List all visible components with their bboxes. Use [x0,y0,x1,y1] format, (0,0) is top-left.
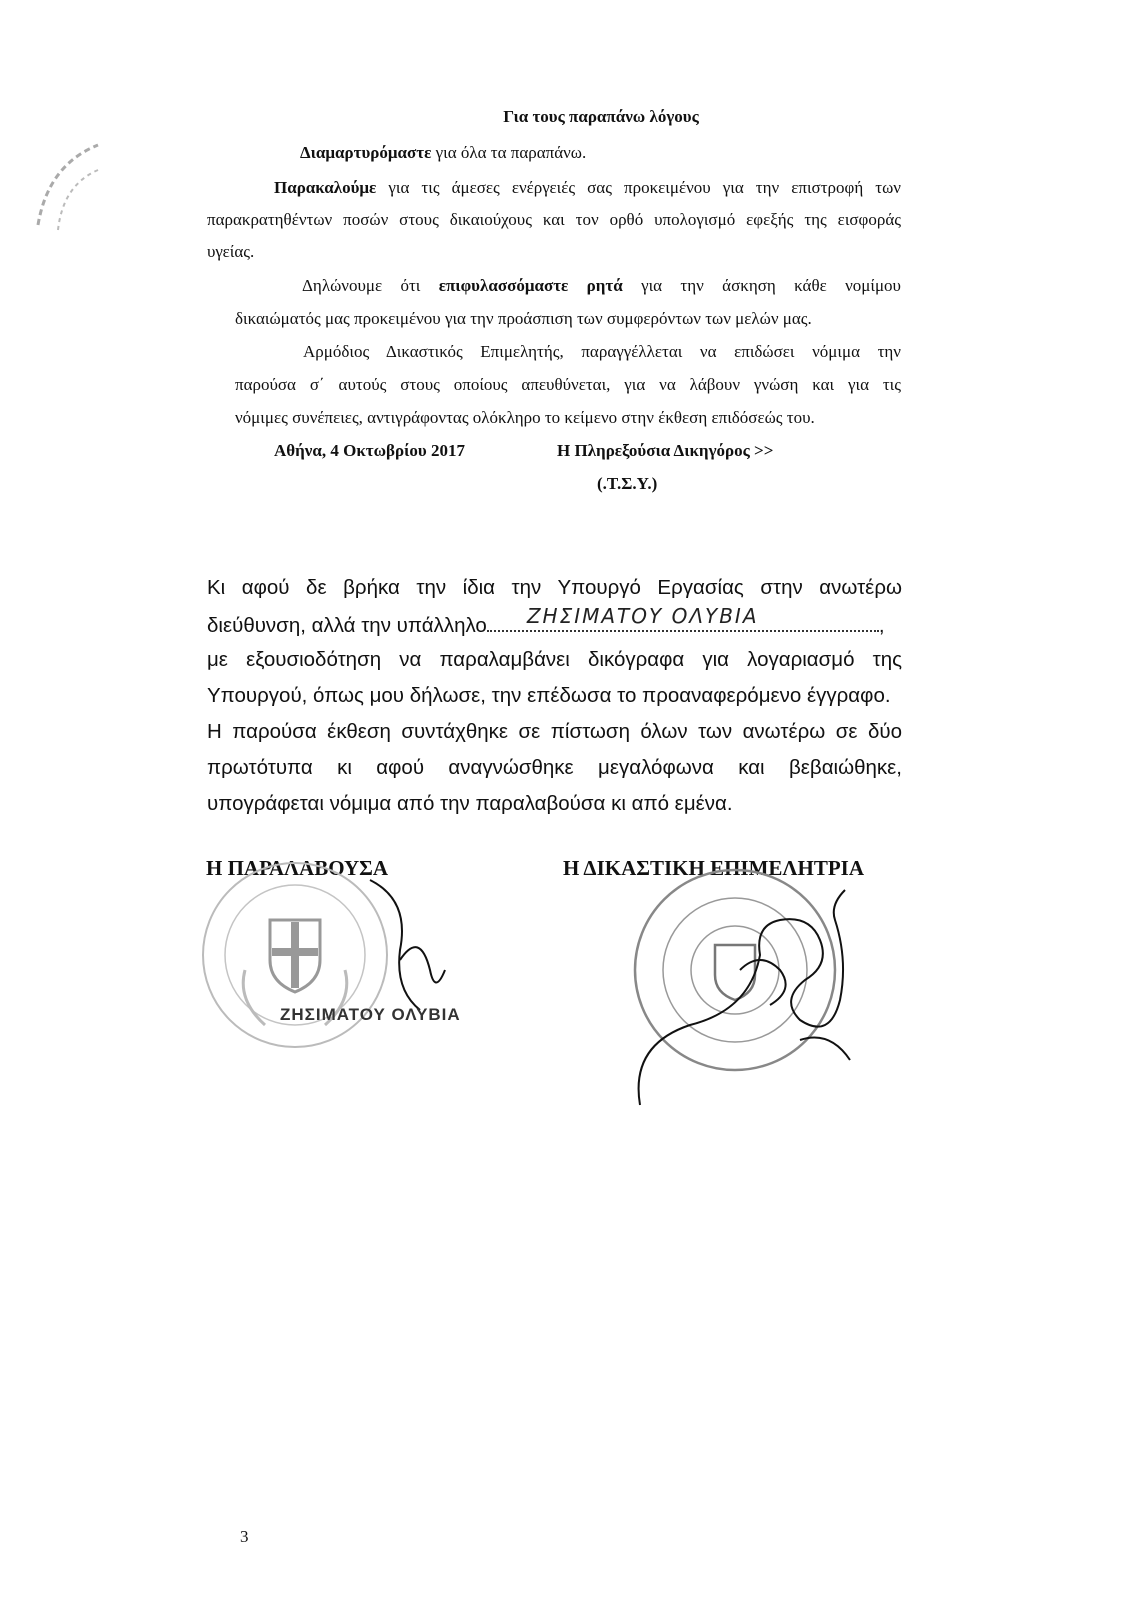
margin-stamp-fragment [28,135,108,245]
place-date: Αθήνα, 4 Οκτωβρίου 2017 [274,441,465,460]
bailiff-line-3: νόμιμες συνέπειες, αντιγράφοντας ολόκληρο το κείμενο στην έκθεση επιδόσεώς του. [235,408,815,427]
report-line-2: διεύθυνση, αλλά την υπάλληλο ΖΗΣΙΜΑΤΟΥ ΟΛΥΒΙΑ , [207,604,885,637]
report-line-1: Κι αφού δε βρήκα την ίδια την Υπουργό Εργασίας στην ανωτέρω [207,576,902,599]
request-line-1: Παρακαλούμε για τις άμεσες ενέργειές σας προκειμένου για την επιστροφή των [274,178,901,197]
attorney-signature-line: Η Πληρεξούσια Δικηγόρος >> [557,441,774,460]
recipient-signature [360,870,480,1020]
bailiff-title: Η ΔΙΚΑΣΤΙΚΗ ΕΠΙΜΕΛΗΤΡΙΑ [563,856,864,880]
report-line-7: υπογράφεται νόμιμα από την παραλαβούσα κι από εμένα. [207,792,733,815]
protest-sentence: Διαμαρτυρόμαστε για όλα τα παραπάνω. [300,143,587,162]
recipient-name-stamp: ΖΗΣΙΜΑΤΟΥ ΟΛΥΒΙΑ [280,1005,461,1024]
request-line-2: παρακρατηθέντων ποσών στους δικαιούχους και τον ορθό υπολογισμό εφεξής της εισφοράς [207,210,901,229]
request-line-3: υγείας. [207,242,255,261]
section-heading: Για τους παραπάνω λόγους [503,107,699,126]
recipient-title: Η ΠΑΡΑΛΑΒΟΥΣΑ [206,856,389,880]
bailiff-line-1: Αρμόδιος Δικαστικός Επιμελητής, παραγγέλλεται να επιδώσει νόμιμα την [303,342,901,361]
report-line-4: Υπουργού, όπως μου δήλωσε, την επέδωσα το προαναφερόμενο έγγραφο. [207,684,891,707]
declare-line-2: δικαιώματός μας προκειμένου για την προάσπιση των συμφερόντων των μελών μας. [235,309,812,328]
page-number: 3 [240,1527,249,1546]
dotted-leader [487,604,879,632]
attorney-organisation: (.Τ.Σ.Υ.) [597,474,658,493]
declare-line-1: Δηλώνουμε ότι επιφυλασσόμαστε ρητά για την άσκηση κάθε νομίμου [302,276,901,295]
report-line-5: Η παρούσα έκθεση συντάχθηκε σε πίστωση όλων των ανωτέρω σε δύο [207,720,902,743]
report-line-6: πρωτότυπα κι αφού αναγνώσθηκε μεγαλόφωνα και βεβαιώθηκε, [207,756,902,779]
handwritten-recipient-name: ΖΗΣΙΜΑΤΟΥ ΟΛΥΒΙΑ [526,604,759,628]
bailiff-line-2: παρούσα σ΄ αυτούς στους οποίους απευθύνεται, για να λάβουν γνώση και για τις [235,375,901,394]
report-line-3: με εξουσιοδότηση να παραλαμβάνει δικόγραφα για λογαριασμό της [207,648,902,671]
bailiff-signature [620,880,880,1110]
